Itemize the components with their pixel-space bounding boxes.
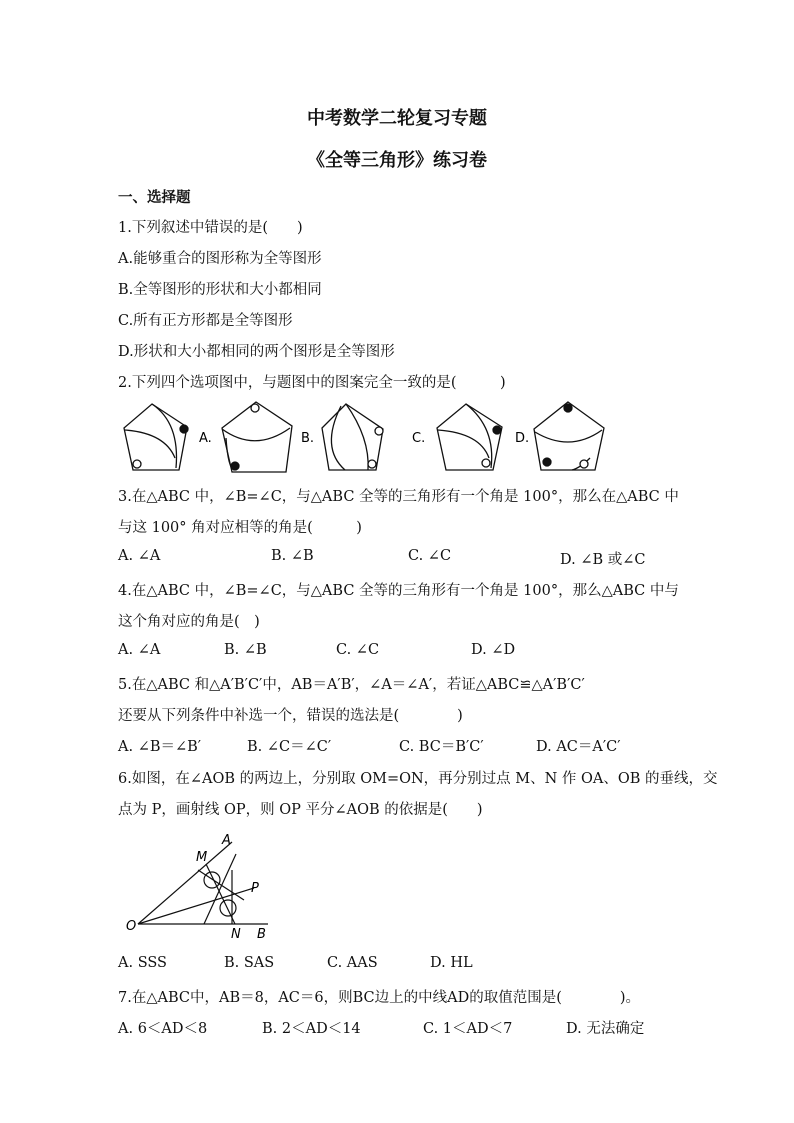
q4-option-d: D. ∠D [471,642,516,658]
q2-label-d: D. [515,431,530,446]
q1-option-b: B.全等图形的形状和大小都相同 [118,282,322,298]
q6-stem-line1: 6.如图，在∠AOB 的两边上，分别取 OM=ON，再分别过点 M、N 作 OA、OB 的垂线，交 [118,771,718,787]
q7-option-d: D. 无法确定 [566,1021,645,1037]
q3-option-a: A. ∠A [118,548,161,564]
q3-option-b: B. ∠B [271,548,314,564]
q5-option-a: A. ∠B＝∠B′ [118,739,202,755]
q1-option-c: C.所有正方形都是全等图形 [118,313,293,329]
q1-option-a: A.能够重合的图形称为全等图形 [118,251,322,267]
page-title: 中考数学二轮复习专题 [307,108,487,129]
q6-label-o: O [126,919,137,934]
q2-label-c: C. [412,431,426,446]
q1-stem: 1.下列叙述中错误的是( ) [118,220,303,236]
q5-stem-line2: 还要从下列条件中补选一个，错误的选法是( ) [118,708,463,724]
q2-option-b-pentagon [322,404,383,470]
q5-option-d: D. AC＝A′C′ [536,739,621,755]
q5-option-b: B. ∠C＝∠C′ [247,739,332,755]
page-subtitle: 《全等三角形》练习卷 [307,150,487,171]
q3-option-d: D. ∠B 或∠C [560,552,646,568]
q7-option-a: A. 6＜AD＜8 [118,1021,208,1037]
q6-option-d: D. HL [430,955,473,971]
q6-label-n: N [231,927,241,942]
q2-option-c-pentagon [437,404,502,470]
q2-label-a: A. [199,431,212,446]
q4-stem-line2: 这个角对应的角是( ) [118,614,260,630]
q4-option-a: A. ∠A [118,642,161,658]
q6-label-b: B [257,927,266,942]
q4-option-b: B. ∠B [224,642,267,658]
q5-stem-line1: 5.在△ABC 和△A′B′C′中，AB＝A′B′，∠A＝∠A′，若证△ABC≌△A′B′C′ [118,677,585,693]
q6-stem-line2: 点为 P，画射线 OP，则 OP 平分∠AOB 的依据是( ) [118,802,483,818]
q6-angle-figure [120,828,280,943]
q7-stem: 7.在△ABC中，AB＝8，AC＝6，则BC边上的中线AD的取值范围是( )。 [118,990,641,1006]
q6-label-a: A [222,833,231,848]
q6-option-c: C. AAS [327,955,378,971]
q7-option-b: B. 2＜AD＜14 [262,1021,361,1037]
q4-option-c: C. ∠C [336,642,380,658]
q7-option-c: C. 1＜AD＜7 [423,1021,513,1037]
q6-option-b: B. SAS [224,955,275,971]
q2-pentagon-figures [110,398,620,478]
q2-stem: 2.下列四个选项图中，与题图中的图案完全一致的是( ) [118,375,506,391]
q6-label-m: M [196,850,208,865]
q5-option-c: C. BC＝B′C′ [399,739,484,755]
q4-stem-line1: 4.在△ABC 中，∠B=∠C，与△ABC 全等的三角形有一个角是 100°，那么△ABC 中与 [118,583,679,599]
q3-stem-line1: 3.在△ABC 中，∠B=∠C，与△ABC 全等的三角形有一个角是 100°，那么在△ABC 中 [118,489,679,505]
q6-label-p: P [251,881,259,896]
q1-option-d: D.形状和大小都相同的两个图形是全等图形 [118,344,395,360]
q2-label-b: B. [301,431,315,446]
q2-option-d-pentagon [534,402,604,470]
q2-option-a-pentagon [222,402,292,472]
q2-question-pentagon [124,404,188,470]
q3-stem-line2: 与这 100° 角对应相等的角是( ) [118,520,362,536]
q3-option-c: C. ∠C [408,548,452,564]
section-heading: 一、选择题 [118,190,191,206]
q6-option-a: A. SSS [118,955,167,971]
